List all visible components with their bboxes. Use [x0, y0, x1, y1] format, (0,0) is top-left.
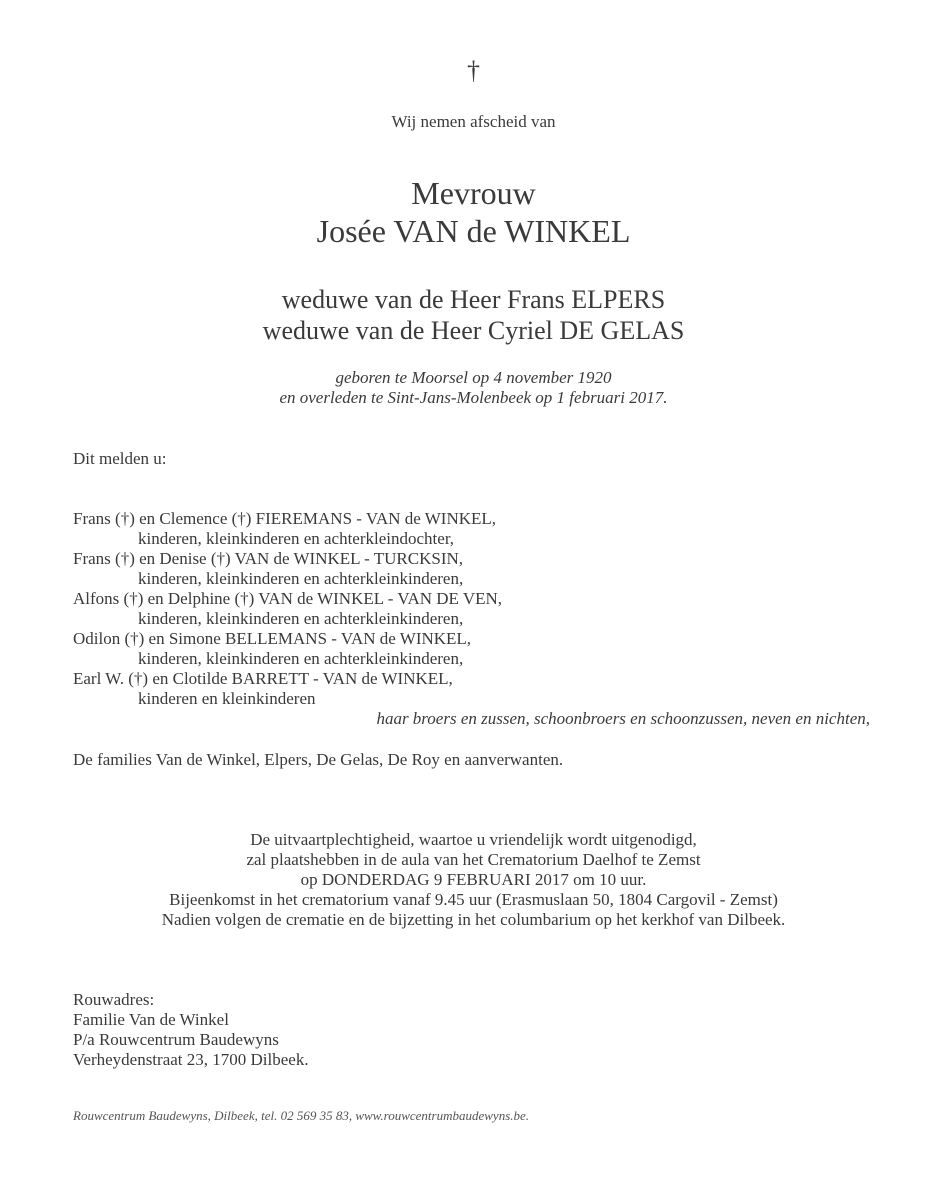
family-name: Frans (†) en Clemence (†) FIEREMANS - VAN de WINKEL,	[73, 509, 497, 528]
widow-block	[0, 284, 947, 346]
ceremony-block	[0, 830, 947, 930]
death-line: en overleden te Sint-Jans-Molenbeek op 1 februari 2017.	[279, 388, 668, 407]
family-desc: kinderen, kleinkinderen en achterkleinkinderen,	[138, 649, 464, 668]
family-name: Odilon (†) en Simone BELLEMANS - VAN de WINKEL,	[73, 629, 472, 648]
address-heading: Rouwadres:	[73, 990, 155, 1009]
family-name: Frans (†) en Denise (†) VAN de WINKEL - TURCKSIN,	[73, 549, 464, 568]
widow-line: weduwe van de Heer Cyriel DE GELAS	[262, 316, 685, 345]
address-line: P/a Rouwcentrum Baudewyns	[73, 1030, 279, 1049]
family-desc: kinderen, kleinkinderen en achterkleindochter,	[138, 529, 455, 548]
address-line: Familie Van de Winkel	[73, 1010, 229, 1029]
announce-text: Dit melden u:	[73, 449, 167, 468]
siblings-line: haar broers en zussen, schoonbroers en schoonzussen, neven en nichten,	[376, 709, 870, 728]
family-desc: kinderen, kleinkinderen en achterkleinkinderen,	[138, 609, 464, 628]
ceremony-line: Nadien volgen de crematie en de bijzetting in het columbarium op het kerkhof van Dilbeek.	[161, 910, 786, 929]
ceremony-line: op DONDERDAG 9 FEBRUARI 2017 om 10 uur.	[300, 870, 647, 889]
deceased-name-block	[0, 174, 947, 250]
deceased-name: Josée VAN de WINKEL	[316, 213, 631, 249]
family-desc: kinderen, kleinkinderen en achterkleinkinderen,	[138, 569, 464, 588]
family-name: Alfons (†) en Delphine (†) VAN de WINKEL - VAN DE VEN,	[73, 589, 503, 608]
family-list	[73, 509, 502, 709]
birth-death-block	[0, 368, 947, 408]
ceremony-line: zal plaatshebben in de aula van het Crematorium Daelhof te Zemst	[246, 850, 701, 869]
ceremony-line: De uitvaartplechtigheid, waartoe u vriendelijk wordt uitgenodigd,	[250, 830, 697, 849]
address-line: Verheydenstraat 23, 1700 Dilbeek.	[73, 1050, 309, 1069]
birth-line: geboren te Moorsel op 4 november 1920	[335, 368, 612, 387]
family-desc: kinderen en kleinkinderen	[138, 689, 316, 708]
widow-line: weduwe van de Heer Frans ELPERS	[281, 285, 666, 314]
deceased-salutation: Mevrouw	[411, 175, 536, 211]
ceremony-line: Bijeenkomst in het crematorium vanaf 9.45 uur (Erasmuslaan 50, 1804 Cargovil - Zemst)	[169, 890, 778, 909]
cross-icon: †	[467, 56, 480, 85]
footer-credit: Rouwcentrum Baudewyns, Dilbeek, tel. 02 569 35 83, www.rouwcentrumbaudewyns.be.	[73, 1108, 530, 1123]
mourning-address	[73, 990, 309, 1070]
family-name: Earl W. (†) en Clotilde BARRETT - VAN de WINKEL,	[73, 669, 453, 688]
intro-text: Wij nemen afscheid van	[391, 112, 556, 131]
relatives-line: De families Van de Winkel, Elpers, De Gelas, De Roy en aanverwanten.	[73, 750, 564, 769]
